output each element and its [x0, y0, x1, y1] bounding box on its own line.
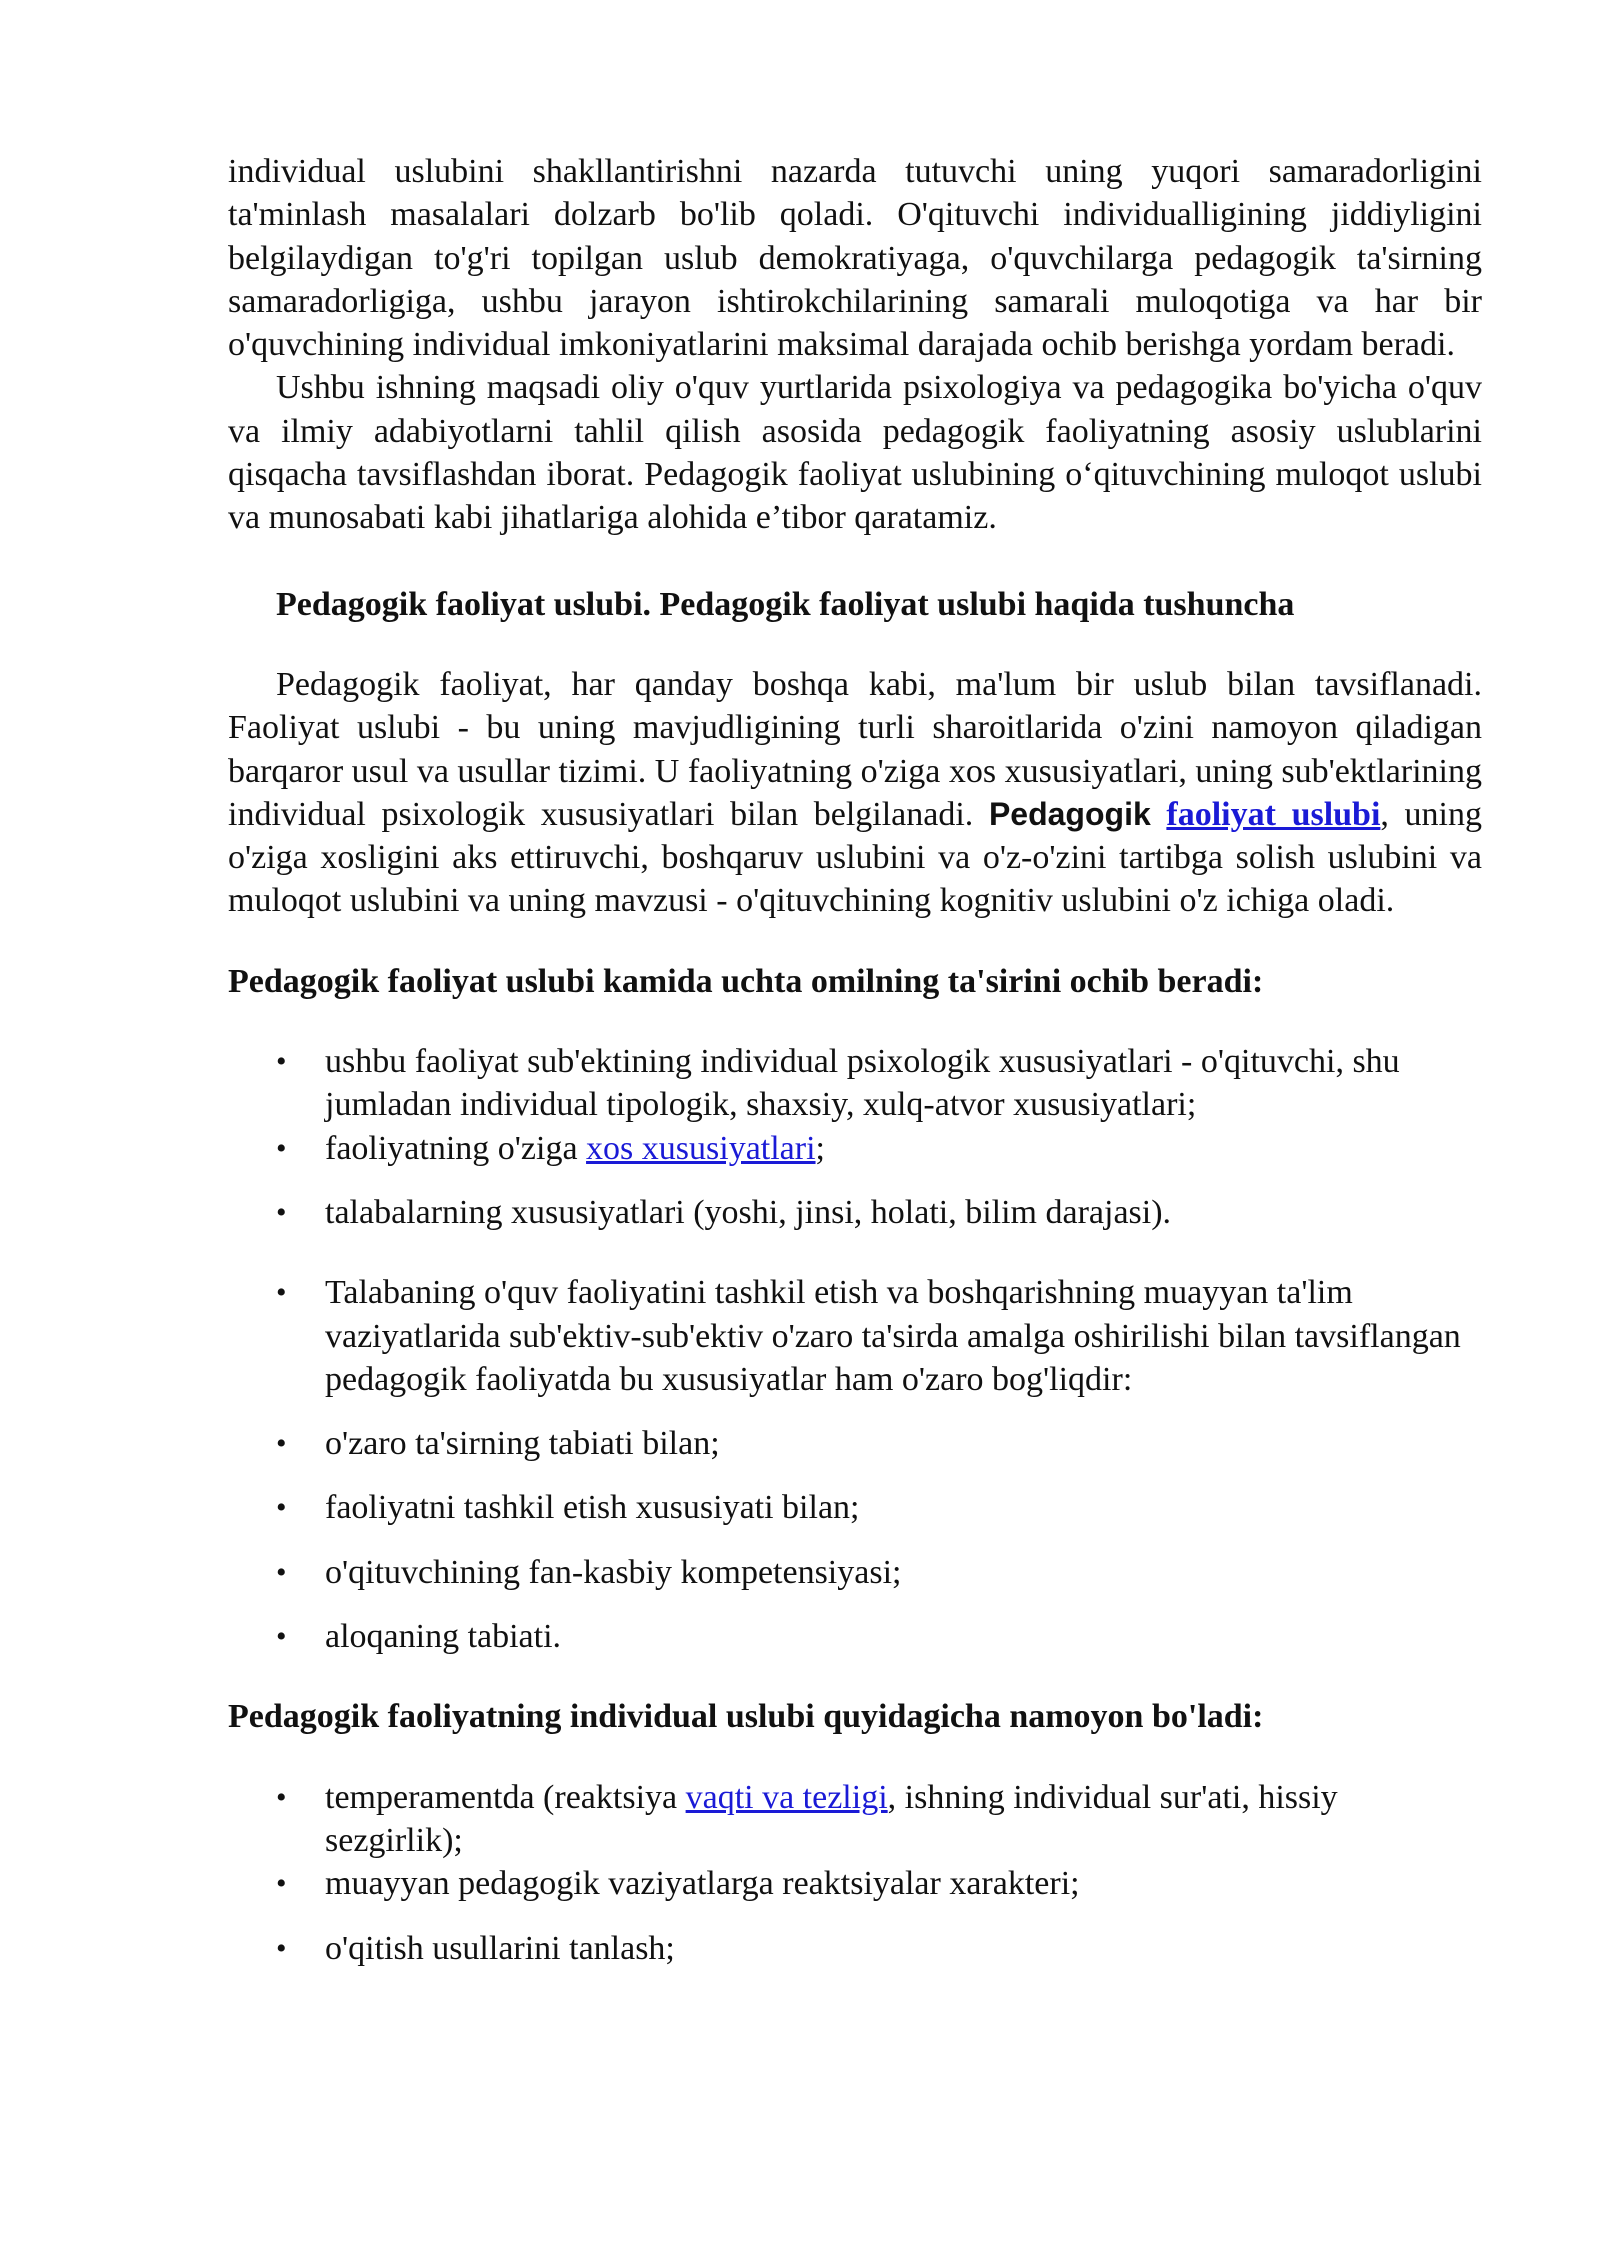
xos-xususiyatlari-link[interactable]: xos xususiyatlari [586, 1129, 816, 1167]
list-item [228, 1040, 1482, 1127]
vaqti-va-tezligi-link[interactable]: vaqti va tezligi [685, 1778, 888, 1816]
section-1-text-part2: , uning o'ziga xosligini aks ettiruvchi, boshqaruv uslubini va o'z-o'zini tartibga solish uslubini va muloqot uslubini va uning mavzusi - o'qituvchining kognitiv uslubini o'z ichiga oladi. [228, 795, 1483, 920]
list-item-text: ushbu faoliyat sub'ektining individual psixologik xususiyatlari - o'qituvchi, shu jumladan individual tipologik, shaxsiy, xulq-atvor xususiyatlari; [325, 1043, 1400, 1124]
section-1-text-part1: Pedagogik faoliyat, har qanday boshqa kabi, ma'lum bir uslub bilan tavsiflanadi. Faoliyat uslubi - bu uning mavjudligining turli sharoitlarida o'zini namoyon qiladigan barqaror usul va usullar tizimi. U faoliyatning o'ziga xos xususiyatlari, uning sub'ektlarining individual psixologik xususiyatlari bilan belgilanadi. [228, 665, 1482, 833]
faoliyat-uslubi-link[interactable]: faoliyat uslubi [1166, 795, 1381, 833]
list-item-text-suffix: ; [815, 1129, 825, 1167]
list-item [228, 1486, 1482, 1529]
list-item-text: talabalarning xususiyatlari (yoshi, jinsi, holati, bilim darajasi). [325, 1193, 1172, 1231]
section-3-list [228, 1776, 1482, 1970]
spacer [228, 1739, 1482, 1776]
list-item-text-suffix: , ishning individual sur'ati, hissiy sezgirlik); [325, 1778, 1338, 1859]
bullet-icon: • [276, 1555, 287, 1589]
spacer [228, 540, 1482, 583]
section-1-bold-term: Pedagogik [988, 795, 1151, 832]
intro-paragraph-1: individual uslubini shakllantirishni nazarda tutuvchi uning yuqori samaradorligini ta'minlash masalalari dolzarb bo'lib qoladi. O'qituvchi individualligining jiddiyligini belgilaydigan to'g'ri topilgan uslub demokratiyaga, o'quvchilarga pedagogik ta'sirning samaradorligiga, ushbu jarayon ishtirokchilarining samarali muloqotiga va har bir o'quvchining individual imkoniyatlarini maksimal darajada ochib berishga yordam beradi. [228, 153, 1482, 364]
section-1-paragraph [228, 663, 1482, 923]
spacer [228, 923, 1482, 960]
list-item-text: aloqaning tabiati. [325, 1618, 562, 1656]
list-item [228, 1127, 1482, 1170]
bullet-icon: • [276, 1131, 287, 1165]
bullet-icon: • [276, 1620, 287, 1654]
document-page [228, 150, 1482, 1970]
spacer [228, 1658, 1482, 1695]
spacer [228, 626, 1482, 663]
list-item-text: o'qitish usullarini tanlash; [325, 1929, 675, 1967]
list-item-text: faoliyatni tashkil etish xususiyati bilan; [325, 1489, 860, 1527]
intro-paragraph-2: Ushbu ishning maqsadi oliy o'quv yurtlarida psixologiya va pedagogika bo'yicha o'quv va ilmiy adabiyotlarni tahlil qilish asosida pedagogik faoliyatning asosiy uslublarini qisqacha tavsiflashdan iborat. Pedagogik faoliyat uslubining o‘qituvchining muloqot uslubi va munosabati kabi jihatlariga alohida e’tibor qaratamiz. [228, 369, 1482, 537]
section-2-heading: Pedagogik faoliyat uslubi kamida uchta omilning ta'sirini ochib beradi: [228, 962, 1264, 1000]
section-2-list [228, 1040, 1482, 1658]
section-3-heading: Pedagogik faoliyatning individual uslubi quyidagicha namoyon bo'ladi: [228, 1698, 1264, 1736]
bullet-icon: • [276, 1045, 287, 1079]
list-item [228, 1927, 1482, 1970]
spacer [228, 1003, 1482, 1040]
list-item [228, 1615, 1482, 1658]
bullet-icon: • [276, 1276, 287, 1310]
section-1-heading: Pedagogik faoliyat uslubi. Pedagogik faoliyat uslubi haqida tushuncha [276, 585, 1295, 623]
bullet-icon: • [276, 1427, 287, 1461]
list-item [228, 1191, 1482, 1234]
list-item [228, 1776, 1482, 1863]
bullet-icon: • [276, 1195, 287, 1229]
bullet-icon: • [276, 1491, 287, 1525]
list-item [228, 1862, 1482, 1905]
list-item-text: o'zaro ta'sirning tabiati bilan; [325, 1425, 720, 1463]
list-item-text: o'qituvchining fan-kasbiy kompetensiyasi; [325, 1553, 902, 1591]
list-item [228, 1271, 1482, 1401]
list-item-text-prefix: faoliyatning o'ziga [325, 1129, 587, 1167]
list-item-text: Talabaning o'quv faoliyatini tashkil etish va boshqarishning muayyan ta'lim vaziyatlarida sub'ektiv-sub'ektiv o'zaro ta'sirda amalga oshirilishi bilan tavsiflangan pedagogik faoliyatda bu xususiyatlar ham o'zaro bog'liqdir: [325, 1274, 1461, 1398]
bullet-icon: • [276, 1780, 287, 1814]
list-item-text-prefix: temperamentda (reaktsiya [325, 1778, 686, 1816]
list-item-text: muayyan pedagogik vaziyatlarga reaktsiyalar xarakteri; [325, 1865, 1080, 1903]
list-item [228, 1422, 1482, 1465]
bullet-icon: • [276, 1867, 287, 1901]
list-item [228, 1551, 1482, 1594]
bullet-icon: • [276, 1931, 287, 1965]
